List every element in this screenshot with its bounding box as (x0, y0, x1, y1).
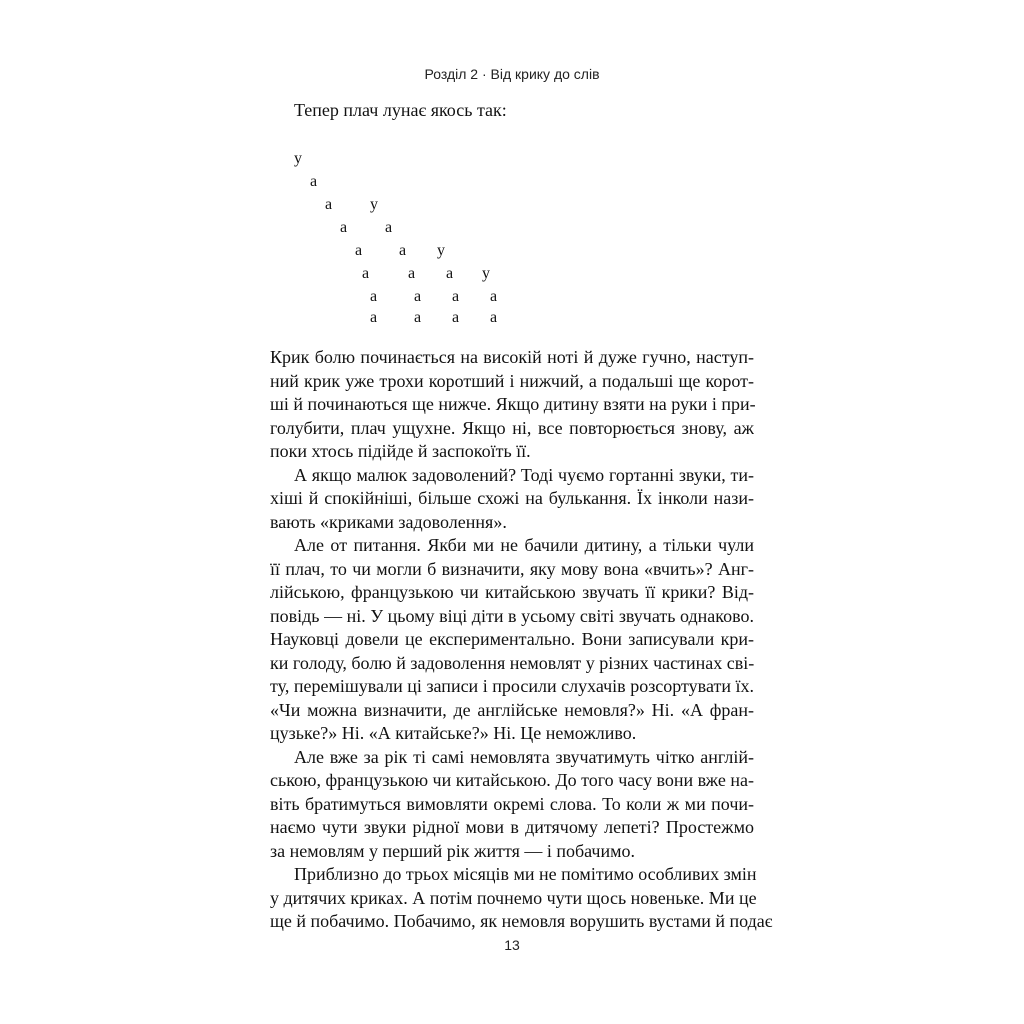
text-line: Науковці довели це експериментально. Вони записували кри- (270, 629, 754, 649)
cry-letter: а (414, 309, 422, 326)
cry-letter: а (370, 288, 378, 305)
text-line: А якщо малюк задоволений? Тоді чуємо гортанні звуки, ти- (294, 464, 754, 485)
text-line: її плач, то чи могли б визначити, яку мову вона «вчить»? Анг- (270, 558, 754, 579)
cry-letter: а (355, 242, 363, 259)
text-line: поки хтось підійде й заспокоїть її. (270, 441, 531, 461)
cry-letter: у (294, 150, 302, 167)
cry-letter: а (370, 309, 378, 326)
cry-letter: а (385, 219, 393, 236)
cry-letter: а (310, 173, 318, 190)
text-line: Приблизно до трьох місяців ми не помітимо особливих змін (294, 864, 757, 884)
cry-letter: а (325, 196, 333, 213)
text-line: ще й побачимо. Побачимо, як немовля ворушить вустами й подає (270, 911, 773, 931)
text-line: ний крик уже трохи коротший і нижчий, а подальші ще корот- (270, 370, 754, 391)
cry-letter: а (490, 288, 498, 305)
body-text (270, 346, 773, 934)
cry-letter: у (482, 265, 490, 282)
text-line: Крик болю починається на високій ноті й дуже гучно, наступ- (270, 347, 754, 367)
cry-letter: а (452, 288, 460, 305)
cry-letter: а (362, 265, 370, 282)
text-line: Але от питання. Якби ми не бачили дитину, а тільки чули (294, 535, 754, 555)
text-line: у дитячих криках. А потім почнемо чути щось новеньке. Ми це (270, 887, 757, 908)
cry-letter: а (490, 309, 498, 326)
text-line: цузьке?» Ні. «А китайське?» Ні. Це неможливо. (270, 723, 637, 743)
text-line: наємо чути звуки рідної мови в дитячому лепеті? Простежмо (270, 817, 754, 837)
text-line: ки голоду, болю й задоволення немовлят у різних частинах сві- (270, 652, 755, 673)
text-line: ту, перемішували ці записи і просили слухачів розсортувати їх. (270, 676, 754, 696)
text-line: повідь — ні. У цьому віці діти в усьому світі звучать однаково. (270, 605, 754, 626)
cry-letter: а (446, 265, 454, 282)
cry-letter: а (414, 288, 422, 305)
cry-letter: а (408, 265, 416, 282)
text-line: ською, французькою чи китайською. До того часу вони вже на- (270, 770, 754, 790)
text-line: віть братимуться вимовляти окремі слова. То коли ж ми почи- (270, 793, 754, 814)
intro-line: Тепер плач лунає якось так: (294, 100, 507, 120)
page-number: 13 (504, 937, 520, 953)
text-line: ші й починаються ще нижче. Якщо дитину взяти на руки і при- (270, 394, 756, 414)
text-line: лійською, французькою чи китайською звучать її крики? Від- (270, 582, 754, 602)
text-line: «Чи можна визначити, де англійське немовля?» Ні. «А фран- (270, 699, 754, 720)
text-line: голубити, плач ущухне. Якщо ні, все повторюється знову, аж (270, 417, 754, 438)
cry-letter: а (340, 219, 348, 236)
cry-letter: а (399, 242, 407, 259)
text-line: хіші й спокійніші, більше схожі на булькання. Їх інколи нази- (270, 488, 754, 508)
running-head: Розділ 2 · Від крику до слів (424, 66, 600, 82)
text-line: за немовлям у перший рік життя — і побачимо. (270, 840, 636, 861)
cry-letter: а (452, 309, 460, 326)
text-line: Але вже за рік ті самі немовлята звучатимуть чітко англій- (294, 746, 754, 767)
cry-letter: у (437, 242, 445, 259)
text-line: вають «криками задоволення». (270, 511, 507, 532)
cry-letter: у (370, 196, 378, 213)
